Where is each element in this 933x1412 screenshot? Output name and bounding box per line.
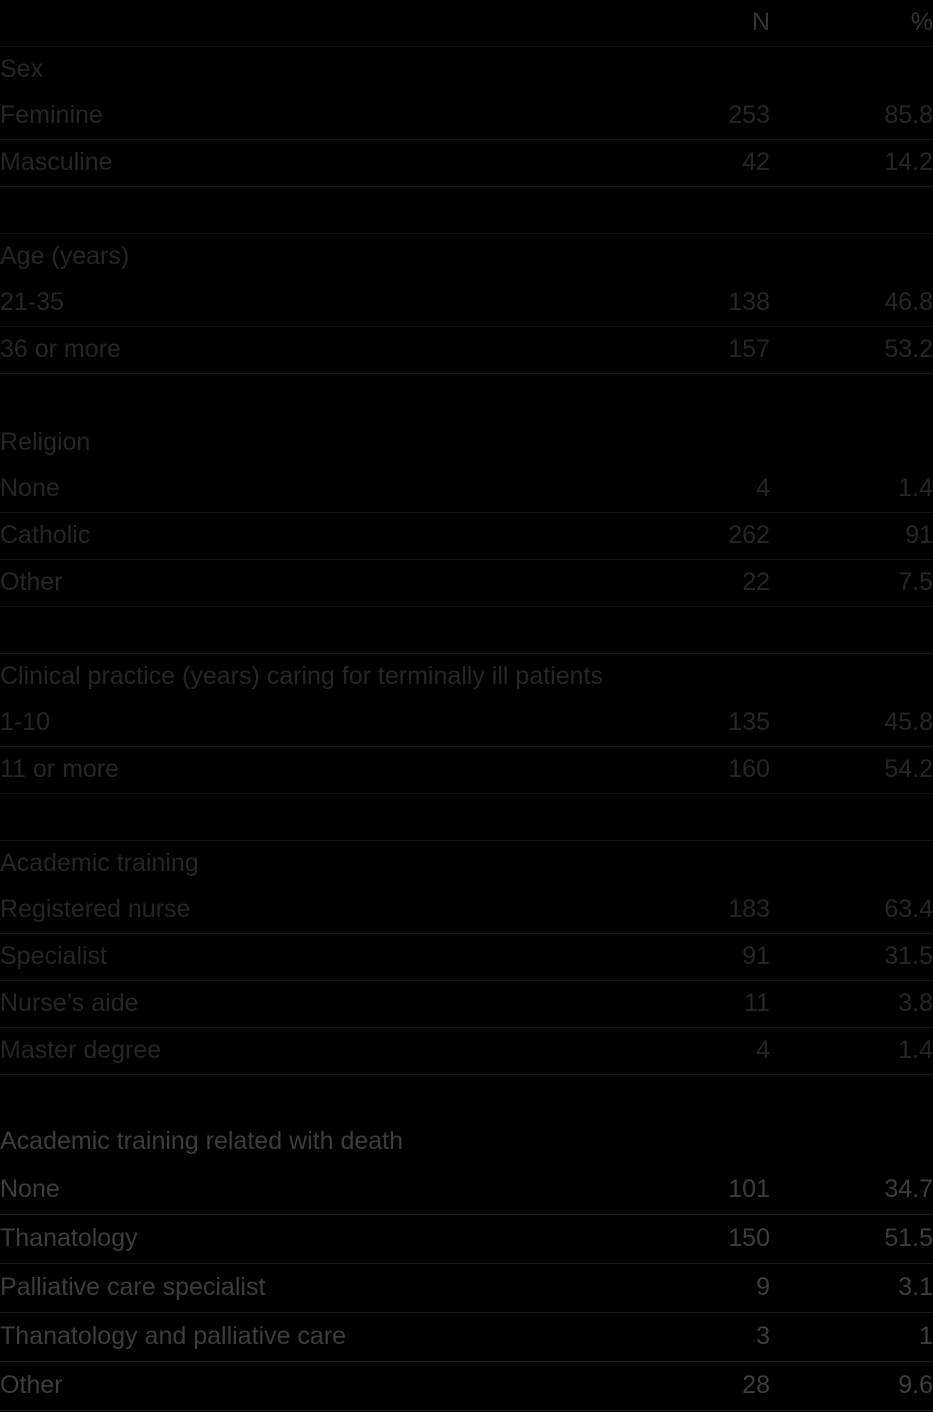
- table-row: [0, 700, 933, 747]
- group-label: Clinical practice (years) caring for terminally ill patients: [0, 662, 603, 691]
- table-group-row: [0, 47, 933, 94]
- group-percent: [770, 420, 933, 466]
- table-segment-1: [0, 0, 933, 374]
- row-percent: 54.2: [770, 747, 933, 794]
- header-percent-cell: %: [770, 0, 933, 47]
- group-label: Academic training: [0, 849, 199, 878]
- table-group-row: [0, 841, 933, 888]
- row-label: Masculine: [0, 140, 600, 187]
- row-label: None: [0, 466, 600, 513]
- table-group-row: [0, 1118, 933, 1166]
- row-percent: 63.4: [770, 887, 933, 934]
- group-percent: [770, 841, 933, 888]
- table-row: [0, 466, 933, 513]
- row-percent: 91: [770, 513, 933, 560]
- row-n: 22: [600, 560, 770, 607]
- row-percent: 46.8: [770, 280, 933, 327]
- row-percent: 53.2: [770, 327, 933, 374]
- row-label: None: [0, 1166, 600, 1215]
- table-spacer-row: [0, 607, 933, 654]
- row-n: 135: [600, 700, 770, 747]
- table-group-row: [0, 420, 933, 466]
- row-label: Registered nurse: [0, 887, 600, 934]
- row-label: 36 or more: [0, 327, 600, 374]
- table-group-row: [0, 654, 933, 701]
- table-header-row: [0, 0, 933, 47]
- row-label: 1-10: [0, 700, 600, 747]
- row-n: 160: [600, 747, 770, 794]
- table-row: [0, 747, 933, 794]
- row-n: 150: [600, 1215, 770, 1264]
- group-percent: [770, 654, 933, 701]
- table-row: [0, 560, 933, 607]
- group-n: [600, 654, 770, 701]
- row-percent: 85.8: [770, 93, 933, 140]
- row-percent: 3.1: [770, 1264, 933, 1313]
- row-label: Catholic: [0, 513, 600, 560]
- table-row: [0, 513, 933, 560]
- row-n: 3: [600, 1313, 770, 1362]
- row-percent: 1.4: [770, 466, 933, 513]
- row-n: 138: [600, 280, 770, 327]
- table-spacer-row: [0, 187, 933, 234]
- row-percent: 1: [770, 1313, 933, 1362]
- table-row: [0, 327, 933, 374]
- group-percent: [770, 234, 933, 281]
- row-label: Master degree: [0, 1028, 600, 1075]
- row-percent: 1.4: [770, 1028, 933, 1075]
- table-row: [0, 280, 933, 327]
- table-row: [0, 1028, 933, 1075]
- row-n: 91: [600, 934, 770, 981]
- row-n: 4: [600, 1028, 770, 1075]
- row-n: 42: [600, 140, 770, 187]
- table-segment-2: [0, 420, 933, 1075]
- table-row: [0, 934, 933, 981]
- row-percent: 45.8: [770, 700, 933, 747]
- table-row: [0, 1264, 933, 1313]
- row-percent: 9.6: [770, 1362, 933, 1411]
- row-percent: 51.5: [770, 1215, 933, 1264]
- table-spacer-row: [0, 794, 933, 841]
- row-label: 21-35: [0, 280, 600, 327]
- data-table: [0, 1118, 933, 1411]
- row-label: Palliative care specialist: [0, 1264, 600, 1313]
- row-percent: 7.5: [770, 560, 933, 607]
- data-table: [0, 0, 933, 374]
- row-n: 28: [600, 1362, 770, 1411]
- group-n: [600, 841, 770, 888]
- row-n: 9: [600, 1264, 770, 1313]
- group-label: Age (years): [0, 242, 130, 271]
- group-percent: [770, 1118, 933, 1166]
- row-n: 4: [600, 466, 770, 513]
- row-n: 253: [600, 93, 770, 140]
- row-percent: 34.7: [770, 1166, 933, 1215]
- row-percent: 14.2: [770, 140, 933, 187]
- row-n: 11: [600, 981, 770, 1028]
- table-row: [0, 1166, 933, 1215]
- row-percent: 31.5: [770, 934, 933, 981]
- table-group-row: [0, 234, 933, 281]
- table-row: [0, 1215, 933, 1264]
- table-row: [0, 140, 933, 187]
- group-n: [600, 1118, 770, 1166]
- row-label: 11 or more: [0, 747, 600, 794]
- row-label: Feminine: [0, 93, 600, 140]
- row-n: 183: [600, 887, 770, 934]
- group-n: [600, 234, 770, 281]
- table-row: [0, 93, 933, 140]
- group-n: [600, 47, 770, 94]
- table-row: [0, 981, 933, 1028]
- group-percent: [770, 47, 933, 94]
- group-n: [600, 420, 770, 466]
- row-label: Specialist: [0, 934, 600, 981]
- table-row: [0, 887, 933, 934]
- row-label: Thanatology and palliative care: [0, 1313, 600, 1362]
- table-row: [0, 1362, 933, 1411]
- row-label: Other: [0, 1362, 600, 1411]
- row-n: 262: [600, 513, 770, 560]
- row-n: 157: [600, 327, 770, 374]
- row-percent: 3.8: [770, 981, 933, 1028]
- header-label-cell: [0, 0, 600, 47]
- header-n-cell: N: [600, 0, 770, 47]
- table-row: [0, 1313, 933, 1362]
- group-label: Religion: [0, 428, 91, 457]
- group-label: Sex: [0, 55, 44, 84]
- table-segment-3: [0, 1118, 933, 1411]
- row-label: Nurse’s aide: [0, 981, 600, 1028]
- data-table: [0, 420, 933, 1075]
- row-label: Thanatology: [0, 1215, 600, 1264]
- row-n: 101: [600, 1166, 770, 1215]
- group-label: Academic training related with death: [0, 1127, 404, 1156]
- row-label: Other: [0, 560, 600, 607]
